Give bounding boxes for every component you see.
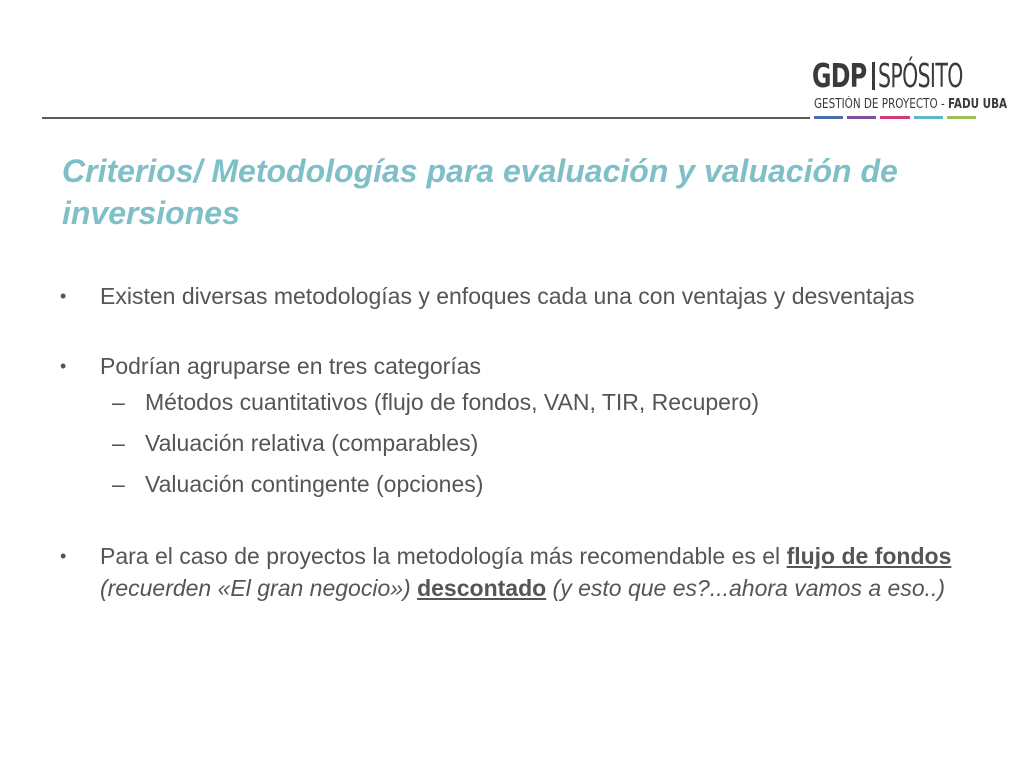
logo-stripe — [947, 116, 976, 119]
logo-stripe — [847, 116, 876, 119]
bullet-text: Podrían agruparse en tres categorías — [100, 353, 482, 379]
sub-marker: – — [112, 430, 125, 456]
gdp-esposito-logo — [812, 56, 1008, 124]
logo-color-stripes — [814, 116, 976, 119]
bullet-marker: • — [60, 286, 67, 306]
sub-text: Valuación relativa (comparables) — [145, 430, 479, 456]
bullet-text-part: (recuerden «El gran negocio») — [100, 575, 418, 601]
sub-marker: – — [112, 471, 125, 497]
logo-divider-bar — [872, 62, 875, 90]
sub-item — [60, 423, 965, 464]
bullet-text-part: (y esto que es?...ahora vamos a eso..) — [546, 575, 946, 601]
bullet-text: Existen diversas metodologías y enfoques cada una con ventajas y desventajas — [100, 283, 915, 309]
sub-marker: – — [112, 389, 125, 415]
logo-stripe — [880, 116, 909, 119]
sub-text: Valuación contingente (opciones) — [145, 471, 484, 497]
bullet-text-part: Para el caso de proyectos la metodología más recomendable es el — [100, 543, 787, 569]
sub-text: Métodos cuantitativos (flujo de fondos, VAN, TIR, Recupero) — [145, 389, 760, 415]
logo-wordmark — [812, 56, 963, 95]
sub-item — [60, 382, 965, 423]
sub-item — [60, 464, 965, 505]
slide-title: Criterios/ Metodologías para evaluación y valuación de inversiones — [62, 153, 898, 231]
sub-list — [60, 382, 965, 505]
header-rule — [42, 117, 810, 119]
bullet-marker: • — [60, 546, 67, 566]
logo-brand-bold: GDP — [812, 56, 867, 95]
emphasis-descontado: descontado — [417, 575, 547, 601]
bullet-marker: • — [60, 356, 67, 376]
logo-subtitle — [814, 97, 1007, 112]
logo-brand-light: SPÓSITO — [878, 56, 963, 95]
bullet-item — [60, 280, 965, 312]
slide-body — [60, 280, 965, 604]
bullet-item — [60, 540, 965, 604]
logo-stripe — [814, 116, 843, 119]
logo-subtitle-bold: FADU UBA — [948, 97, 1008, 112]
logo-stripe — [914, 116, 943, 119]
logo-subtitle-main: GESTIÓN DE PROYECTO - — [814, 97, 949, 112]
bullet-item — [60, 350, 965, 382]
emphasis-flujo-de-fondos: flujo de fondos — [786, 543, 952, 569]
